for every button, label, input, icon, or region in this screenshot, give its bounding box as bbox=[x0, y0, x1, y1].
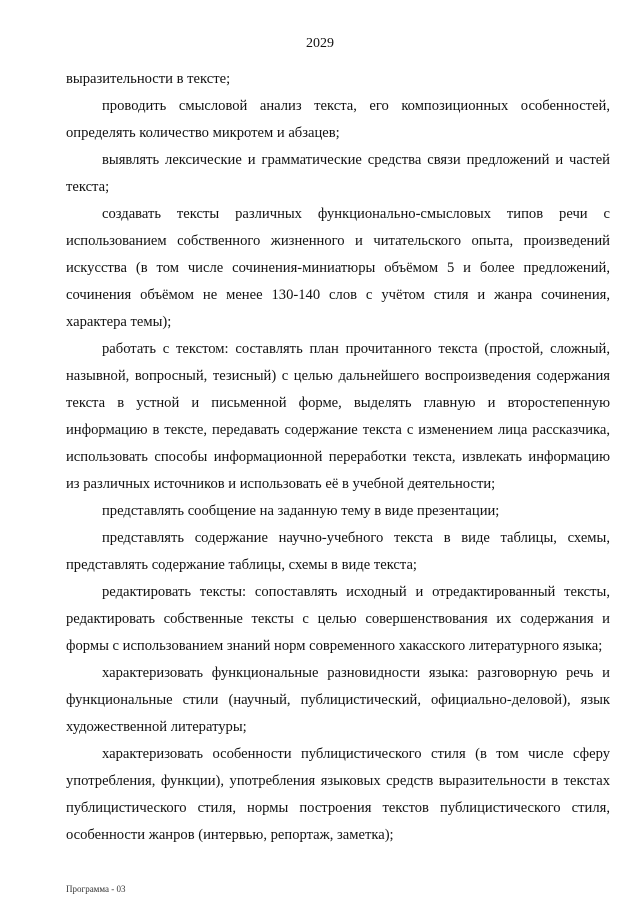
paragraph-semantic-analysis: проводить смысловой анализ текста, его композиционных особенностей, определять количество микротем и абзацев; bbox=[66, 98, 610, 141]
paragraph-continuation: выразительности в тексте; bbox=[66, 71, 231, 87]
paragraph-edit-texts: редактировать тексты: сопоставлять исходный и отредактированный тексты, редактировать собственные тексты с целью совершенствования их содержания и формы с использованием знаний норм современного хакасского литературного языка; bbox=[66, 584, 610, 654]
paragraph-create-texts: создавать тексты различных функционально-смысловых типов речи с использованием собственного жизненного и читательского опыта, произведений искусства (в том числе сочинения-миниатюры объёмом 5 и более предложений, сочинения объёмом не менее 130-140 слов с учётом стиля и жанра сочинения, характера темы); bbox=[66, 206, 610, 330]
paragraph-publicistic-style: характеризовать особенности публицистического стиля (в том числе сферу употребления, функции), употребления языковых средств выразительности в текстах публицистического стиля, нормы построения текстов публицистического стиля, особенности жанров (интервью, репортаж, заметка); bbox=[66, 746, 610, 843]
page-number: 2029 bbox=[306, 36, 334, 51]
paragraph-functional-varieties: характеризовать функциональные разновидности языка: разговорную речь и функциональные стили (научный, публицистический, официально-деловой), язык художественной литературы; bbox=[66, 665, 610, 735]
page-footer: Программа - 03 bbox=[66, 884, 126, 894]
paragraph-presentation: представлять сообщение на заданную тему в виде презентации; bbox=[102, 503, 500, 519]
paragraph-work-with-text: работать с текстом: составлять план прочитанного текста (простой, сложный, назывной, вопросный, тезисный) с целью дальнейшего воспроизведения содержания текста в устной и письменной форме, выделять главную и второстепенную информацию в тексте, передавать содержание текста с изменением лица рассказчика, использовать способы информационной переработки текста, извлекать информацию из различных источников и использовать её в учебной деятельности; bbox=[66, 341, 610, 492]
paragraph-cohesion-means: выявлять лексические и грамматические средства связи предложений и частей текста; bbox=[66, 152, 610, 195]
document-body bbox=[66, 66, 610, 849]
paragraph-table-schema: представлять содержание научно-учебного текста в виде таблицы, схемы, представлять содержание таблицы, схемы в виде текста; bbox=[66, 530, 610, 573]
